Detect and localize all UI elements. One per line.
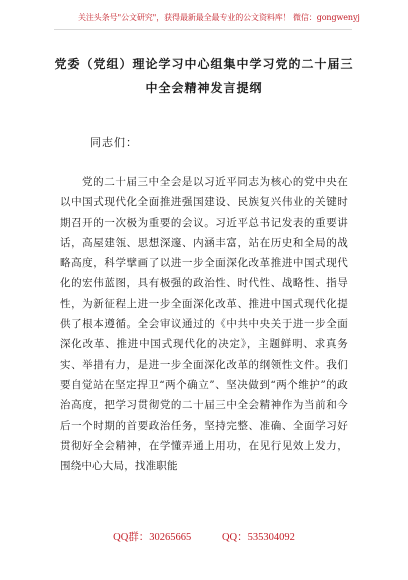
footer-contact (0, 531, 408, 545)
header-promo-note: 关注头条号"公文研究"，获得最新最全最专业的公文资料库！ 微信：gongwenyj (78, 13, 360, 22)
salutation: 同志们： (90, 136, 138, 149)
footer-qq: QQ：535304092 (221, 532, 295, 543)
body-paragraph: 党的二十届三中全会是以习近平同志为核心的党中央在以中国式现代化全面推进强国建设、民族复兴伟业的关键时期召开的一次极为重要的会议。习近平总书记发表的重要讲话，高屋建瓴、思想深邃、内涵丰富，站在历史和全局的战略高度，科学擘画了以进一步全面深化改革推进中国式现代化的宏伟蓝图，具有极强的政治性、时代性、战略性、指导性，为新征程上进一步全面深化改革、推进中国式现代化提供了根本遵循。全会审议通过的《中共中央关于进一步全面深化改革、推进中国式现代化的决定》，主题鲜明、求真务实、举措有力，是进一步全面深化改革的纲领性文件。我们要自觉站在坚定捍卫“两个确立”、坚决做到“两个维护”的政治高度，把学习贯彻党的二十届三中全会精神作为当前和今后一个时期的首要政治任务，坚持完整、准确、全面学习好贯彻好全会精神，在学懂弄通上用功，在见行见效上发力，围绕中心大局，找准职能 (60, 176, 348, 473)
document-title: 党委（党组）理论学习中心组集中学习党的二十届三中全会精神发言提纲 (54, 57, 354, 95)
header-divider (54, 29, 352, 30)
footer-qq-group: QQ群：30265665 (113, 532, 192, 543)
